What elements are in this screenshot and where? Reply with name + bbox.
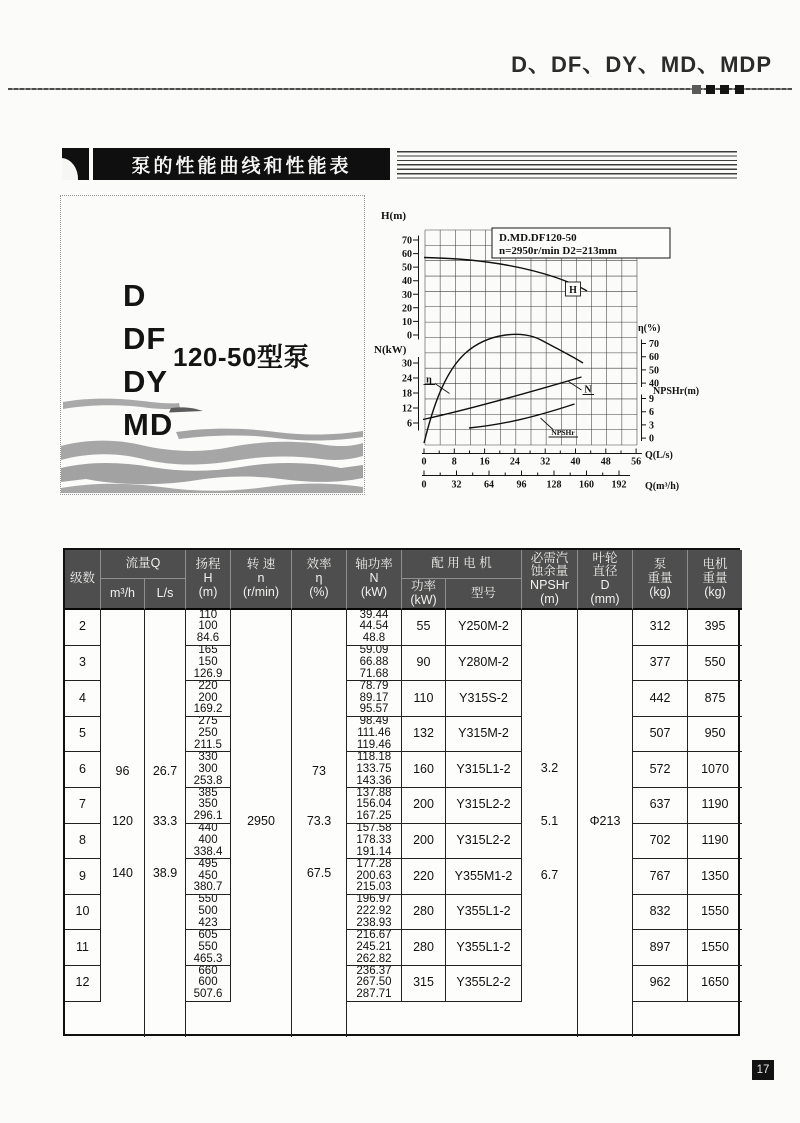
cell-text: 直径 — [592, 564, 618, 579]
cell-text: 385 — [198, 787, 218, 799]
cell-text: 330 — [198, 752, 218, 763]
divider-square-icon — [720, 85, 729, 94]
cell-shaft-power — [347, 752, 402, 788]
axis-tick-label: 24 — [509, 456, 520, 468]
model-panel — [60, 195, 365, 495]
cell-shaft-power — [347, 610, 402, 646]
cell-pump-weight: 897 — [633, 930, 688, 966]
axis-tick-label: 40 — [649, 378, 659, 390]
cell-head — [186, 681, 231, 717]
axis-tick-label: 3 — [649, 420, 654, 432]
cell-stages: 11 — [65, 930, 101, 966]
chart-title-line1: D.MD.DF120-50 — [499, 232, 577, 244]
series-letter: DY — [123, 364, 169, 399]
col-header-stages: 级数 — [65, 550, 101, 610]
cell-pump-weight: 377 — [633, 646, 688, 682]
cell-pump-weight: 442 — [633, 681, 688, 717]
cell-text: 6.7 — [540, 868, 559, 883]
cell-head — [186, 717, 231, 753]
axis-tick-label: 20 — [402, 303, 412, 315]
axis-tick-label: 0 — [421, 456, 427, 468]
cell-text: 38.9 — [152, 866, 178, 881]
cell-pump-weight: 312 — [633, 610, 688, 646]
cell-text: N — [369, 571, 379, 586]
axis-tick-label: 6 — [649, 407, 654, 419]
cell-text: 169.2 — [193, 703, 223, 716]
cell-text: 500 — [198, 905, 218, 918]
eta-curve — [424, 334, 583, 443]
cell-motor-power: 55 — [402, 610, 446, 646]
cell-text: 507.6 — [193, 988, 223, 1001]
cell-text: 338.4 — [193, 845, 223, 858]
npshr-curve-label: NPSHr — [551, 428, 575, 437]
cell-text: 133.75 — [356, 762, 392, 775]
cell-text: 67.5 — [306, 866, 332, 881]
axis-tick-label: 60 — [402, 249, 412, 261]
cell-text: 119.46 — [356, 738, 392, 751]
cell-text: 211.5 — [194, 738, 222, 751]
cell-text: 296.1 — [193, 810, 223, 823]
cell-text: (kW) — [410, 592, 437, 607]
axis-tick-label: 48 — [600, 456, 611, 468]
cell-motor-weight: 1550 — [688, 895, 742, 931]
cell-head — [186, 930, 231, 966]
cell-motor-model: Y280M-2 — [446, 646, 522, 682]
series-letter: D — [123, 278, 147, 313]
cell-text: 495 — [198, 859, 218, 870]
divider-square-icon — [706, 85, 715, 94]
axis-tick-label: 70 — [402, 235, 412, 247]
cell-text: 功率 — [410, 579, 436, 593]
cell-pump-weight: 572 — [633, 752, 688, 788]
cell-motor-model: Y315L2-2 — [446, 824, 522, 860]
page-number-badge — [752, 1060, 774, 1080]
axis-tick-label: 50 — [402, 262, 412, 274]
cell-motor-model: Y355L1-2 — [446, 895, 522, 931]
cell-text: 电机 — [702, 557, 728, 572]
chart-svg — [372, 200, 728, 496]
cell-motor-power: 280 — [402, 930, 446, 966]
cell-text: (m) — [540, 591, 559, 606]
cell-text: 200.63 — [356, 869, 392, 882]
cell-stages: 12 — [65, 966, 101, 1002]
cell-shaft-power — [347, 966, 402, 1002]
cell-text: 89.17 — [359, 691, 389, 704]
chart-title-line2: n=2950r/min D2=213mm — [499, 245, 617, 257]
axis-tick-label: 18 — [402, 388, 412, 400]
cell-text: 440 — [198, 823, 218, 835]
page-number: 17 — [756, 1064, 770, 1076]
cell-motor-model: Y355M1-2 — [446, 859, 522, 895]
col-header-npshr — [522, 550, 578, 610]
cell-head — [186, 966, 231, 1002]
cell-motor-model: Y315L2-2 — [446, 788, 522, 824]
cell-text: (m) — [198, 584, 218, 599]
cell-text: 236.37 — [356, 965, 392, 977]
cell-text: 96 — [115, 764, 130, 778]
axis-label-eta: η(%) — [638, 323, 661, 334]
axis-label-qm3h: Q(m³/h) — [645, 481, 680, 492]
axis-label-h: H(m) — [381, 210, 407, 222]
cell-motor-model: Y355L2-2 — [446, 966, 522, 1002]
axis-tick-label: 40 — [570, 456, 581, 468]
col-header-motor-weight — [688, 550, 742, 610]
cell-text: 156.04 — [356, 798, 392, 811]
cell-head — [186, 610, 231, 646]
cell-text: 重量 — [702, 571, 728, 586]
cell-text: 100 — [198, 620, 218, 633]
cell-text: (kW) — [360, 584, 388, 599]
axis-tick-label: 0 — [407, 330, 412, 342]
cell-motor-power: 315 — [402, 966, 446, 1002]
cell-pump-weight: 832 — [633, 895, 688, 931]
axis-label-n: N(kW) — [374, 344, 407, 356]
cell-text: 39.44 — [359, 610, 389, 621]
cell-text: 550 — [198, 940, 218, 953]
cell-shaft-power — [347, 824, 402, 860]
cell-text: 465.3 — [193, 952, 223, 965]
col-header-motor-power — [402, 579, 446, 610]
cell-text: 转 速 — [246, 557, 276, 572]
cell-text: 300 — [198, 762, 218, 775]
cell-text: 275 — [198, 716, 218, 728]
cell-text: D — [600, 578, 610, 592]
cell-text: 111.46 — [357, 727, 391, 740]
cell-text: 110 — [198, 610, 218, 621]
cell-shaft-power — [347, 681, 402, 717]
cell-head — [186, 895, 231, 931]
cell-text: (%) — [309, 584, 329, 599]
series-letter: MD — [123, 407, 174, 442]
axis-tick-label: 30 — [402, 289, 412, 301]
cell-text: 550 — [198, 894, 218, 906]
cell-text: 轴功率 — [355, 557, 393, 572]
cell-text: 600 — [198, 976, 218, 989]
cell-text: 蚀余量 — [530, 564, 569, 579]
col-header-flow-ls: L/s — [145, 579, 186, 610]
cell-text: 78.79 — [359, 681, 389, 692]
chart-grid — [425, 230, 637, 445]
cell-text: 73.3 — [306, 813, 332, 828]
section-banner — [93, 148, 390, 180]
cell-motor-weight: 1070 — [688, 752, 742, 788]
col-header-motor-group: 配 用 电 机 — [402, 550, 522, 579]
axis-tick-label: 56 — [631, 456, 642, 468]
cell-text: 238.93 — [356, 916, 392, 929]
cell-motor-weight: 1650 — [688, 966, 742, 1002]
header-divider — [8, 88, 792, 90]
cell-text: NPSHr — [530, 578, 569, 592]
cell-text: 66.88 — [359, 656, 389, 668]
axis-tick-label: 128 — [546, 479, 562, 491]
cell-text: 423 — [198, 916, 218, 929]
cell-motor-power: 110 — [402, 681, 446, 717]
cell-stages: 4 — [65, 681, 101, 717]
cell-motor-weight: 950 — [688, 717, 742, 753]
h-curve-label: H — [569, 285, 577, 296]
cell-text: 118.18 — [356, 752, 392, 763]
cell-text: 26.7 — [152, 764, 178, 778]
cell-motor-power: 280 — [402, 895, 446, 931]
cell-text: 48.8 — [362, 632, 386, 645]
cell-text: (r/min) — [242, 584, 280, 599]
col-header-speed — [231, 550, 292, 610]
cell-text: (kg) — [649, 584, 671, 599]
cell-text: 220 — [198, 681, 218, 692]
cell-motor-weight: 395 — [688, 610, 742, 646]
cell-text: 250 — [198, 727, 218, 740]
cell-text: 262.82 — [356, 952, 392, 965]
cell-text: 660 — [198, 965, 218, 977]
cell-text: 400 — [198, 833, 218, 846]
cell-text: 215.03 — [356, 881, 392, 894]
cell-stages: 5 — [65, 717, 101, 753]
axis-tick-label: 160 — [579, 479, 594, 491]
cell-pump-weight: 507 — [633, 717, 688, 753]
cell-text: 245.21 — [356, 940, 392, 953]
cell-text: 必需汽 — [530, 550, 569, 565]
cell-motor-power: 220 — [402, 859, 446, 895]
axis-tick-label: 70 — [649, 339, 659, 350]
cell-text: η — [315, 571, 323, 586]
cell-text: 350 — [198, 798, 218, 811]
cell-text: 95.57 — [359, 703, 389, 716]
axis-label-npshr: NPSHr(m) — [653, 386, 700, 397]
cell-stages: 2 — [65, 610, 101, 646]
cell-shaft-power — [347, 646, 402, 682]
cell-pump-weight: 702 — [633, 824, 688, 860]
quarter-circle-icon — [62, 148, 89, 180]
eta-curve-label: η — [426, 374, 432, 386]
axis-tick-label: 192 — [611, 479, 627, 491]
cell-text: 178.33 — [356, 833, 392, 846]
cell-text: 33.3 — [152, 813, 178, 828]
cell-speed — [231, 610, 292, 1037]
cell-flow-ls — [145, 610, 186, 1037]
cell-motor-weight: 875 — [688, 681, 742, 717]
cell-stages: 6 — [65, 752, 101, 788]
cell-text: 140 — [112, 866, 133, 881]
cell-motor-power: 200 — [402, 824, 446, 860]
divider-square-icon — [735, 85, 744, 94]
cell-head — [186, 788, 231, 824]
cell-motor-weight: 1550 — [688, 930, 742, 966]
axis-tick-label: 0 — [421, 479, 427, 491]
cell-head — [186, 752, 231, 788]
axis-tick-label: 24 — [402, 373, 412, 385]
cell-motor-weight: 550 — [688, 646, 742, 682]
series-letter: DF — [123, 321, 167, 356]
cell-text: 59.09 — [359, 645, 389, 657]
cell-text: 126.9 — [193, 667, 223, 680]
cell-text: n — [257, 571, 265, 586]
col-header-pump-weight — [633, 550, 688, 610]
cell-text: 605 — [198, 930, 218, 941]
col-header-impeller — [578, 550, 633, 610]
npshr-curve — [469, 404, 575, 428]
model-name: 120-50型泵 — [173, 342, 310, 372]
cell-text: 3.2 — [540, 761, 559, 775]
cell-motor-model: Y355L1-2 — [446, 930, 522, 966]
cell-text: 267.50 — [356, 976, 392, 989]
divider-square-icon — [692, 85, 701, 94]
axis-tick-label: 32 — [540, 456, 551, 468]
cell-shaft-power — [347, 895, 402, 931]
cell-text: 5.1 — [540, 813, 559, 828]
cell-text: 450 — [198, 869, 218, 882]
cell-text: 253.8 — [193, 774, 223, 787]
cell-motor-model: Y250M-2 — [446, 610, 522, 646]
cell-text: 120 — [112, 813, 133, 828]
col-header-motor-model: 型号 — [446, 579, 522, 610]
cell-stages: 7 — [65, 788, 101, 824]
axis-tick-label: 6 — [407, 418, 412, 430]
performance-table — [63, 548, 740, 1036]
axis-tick-label: 50 — [649, 365, 659, 377]
performance-chart — [372, 200, 728, 496]
cell-text: 泵 — [653, 557, 667, 572]
col-header-shaft-power — [347, 550, 402, 610]
cell-motor-power: 90 — [402, 646, 446, 682]
cell-stages: 10 — [65, 895, 101, 931]
cell-shaft-power — [347, 859, 402, 895]
cell-text: 扬程 — [195, 557, 221, 572]
cell-impeller — [578, 610, 633, 1037]
cell-pump-weight: 962 — [633, 966, 688, 1002]
axis-tick-label: 32 — [451, 479, 462, 491]
cell-text: 98.49 — [359, 716, 389, 728]
h-curve — [424, 258, 587, 292]
cell-shaft-power — [347, 930, 402, 966]
axis-tick-label: 10 — [402, 316, 412, 328]
cell-text: 73 — [312, 764, 326, 778]
cell-text: 44.54 — [359, 620, 389, 633]
col-header-efficiency — [292, 550, 347, 610]
banner-stripes — [397, 151, 737, 179]
cell-text: 2950 — [247, 813, 275, 828]
page-header-title: D、DF、DY、MD、MDP — [511, 52, 772, 77]
cell-head — [186, 824, 231, 860]
axis-tick-label: 8 — [451, 456, 457, 468]
cell-text: H — [203, 571, 213, 586]
cell-text: (kg) — [704, 584, 726, 599]
cell-text: Φ213 — [589, 813, 621, 828]
cell-text: (mm) — [590, 591, 620, 606]
cell-text: 287.71 — [356, 988, 392, 1001]
cell-motor-model: Y315M-2 — [446, 717, 522, 753]
cell-motor-model: Y315S-2 — [446, 681, 522, 717]
cell-efficiency — [292, 610, 347, 1037]
cell-shaft-power — [347, 788, 402, 824]
cell-motor-power: 132 — [402, 717, 446, 753]
cell-text: 重量 — [647, 571, 673, 586]
axis-tick-label: 60 — [649, 352, 659, 364]
axis-tick-label: 9 — [649, 394, 654, 405]
cell-motor-weight: 1190 — [688, 788, 742, 824]
cell-text: 143.36 — [356, 774, 392, 787]
axis-tick-label: 64 — [484, 479, 494, 491]
axis-brackets — [413, 236, 646, 442]
cell-stages: 3 — [65, 646, 101, 682]
cell-text: 71.68 — [359, 667, 389, 680]
n-curve-label: N — [584, 384, 592, 396]
cell-text: 叶轮 — [592, 550, 618, 565]
cell-flow-m3h — [101, 610, 145, 1037]
cell-text: 216.67 — [356, 930, 392, 941]
axis-tick-label: 12 — [402, 403, 412, 415]
axis-tick-label: 40 — [402, 276, 412, 288]
cell-text: 84.6 — [196, 632, 220, 645]
cell-pump-weight: 767 — [633, 859, 688, 895]
cell-text: 196.97 — [356, 894, 392, 906]
col-header-flow-m3h: m³/h — [101, 579, 145, 610]
cell-stages: 9 — [65, 859, 101, 895]
axis-tick-label: 30 — [402, 358, 412, 370]
section-banner-title: 泵的性能曲线和性能表 — [131, 155, 352, 177]
cell-head — [186, 859, 231, 895]
cell-motor-power: 200 — [402, 788, 446, 824]
cell-text: 137.88 — [356, 787, 392, 799]
cell-shaft-power — [347, 717, 402, 753]
cell-text: 380.7 — [193, 881, 223, 894]
cell-text: 165 — [198, 645, 218, 657]
cell-text: 150 — [198, 656, 218, 668]
cell-text: 200 — [198, 691, 218, 704]
cell-pump-weight: 637 — [633, 788, 688, 824]
axis-tick-label: 96 — [516, 479, 527, 491]
cell-text: 167.25 — [356, 810, 392, 823]
cell-text: 177.28 — [356, 859, 392, 870]
cell-text: 效率 — [306, 557, 332, 572]
cell-motor-weight: 1350 — [688, 859, 742, 895]
cell-text: 157.58 — [356, 823, 392, 835]
axis-tick-label: 16 — [479, 456, 490, 468]
axis-label-qls: Q(L/s) — [645, 450, 673, 461]
cell-text: 222.92 — [356, 905, 392, 918]
cell-text: 191.14 — [356, 845, 392, 858]
cell-npshr — [522, 610, 578, 1037]
axis-tick-label: 0 — [649, 433, 654, 445]
cell-motor-power: 160 — [402, 752, 446, 788]
col-header-head — [186, 550, 231, 610]
cell-head — [186, 646, 231, 682]
cell-motor-weight: 1190 — [688, 824, 742, 860]
cell-motor-model: Y315L1-2 — [446, 752, 522, 788]
col-header-flow: 流量Q — [101, 550, 186, 579]
cell-stages: 8 — [65, 824, 101, 860]
